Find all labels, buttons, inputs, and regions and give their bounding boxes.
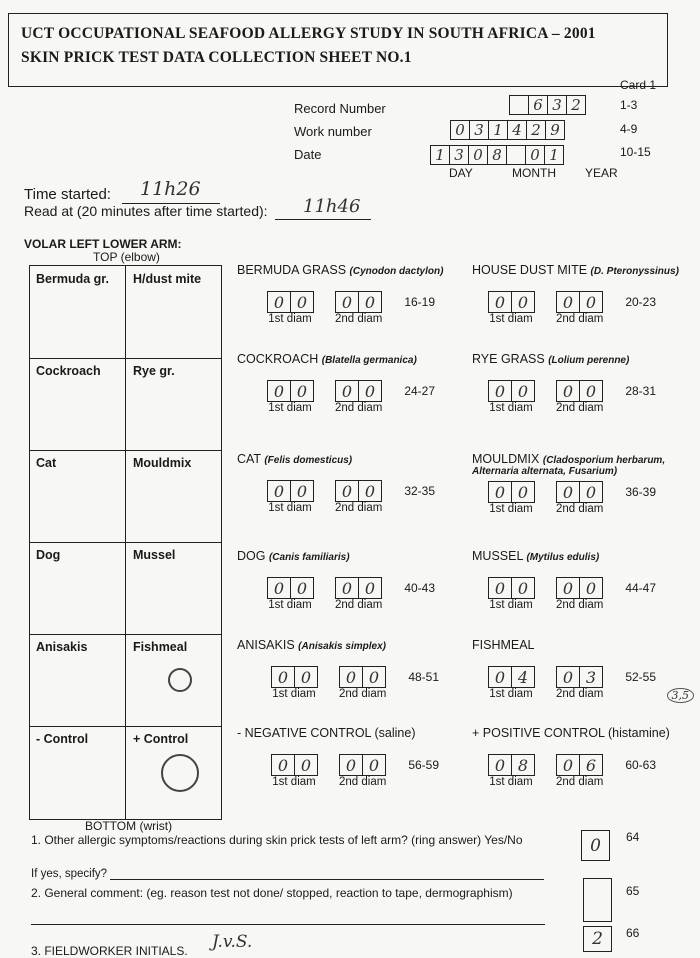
test-block (237, 638, 439, 700)
first-diameter-boxes[interactable] (267, 480, 313, 502)
digit-box[interactable]: 0 (556, 577, 580, 599)
test-latin-name: (Lolium perenne) (548, 355, 630, 366)
test-latin-name: (D. Pteronyssinus) (590, 266, 679, 277)
digit-box[interactable]: 6 (528, 95, 548, 115)
record-number-boxes[interactable] (509, 95, 585, 115)
column-range: 56-59 (408, 758, 440, 772)
digit-box[interactable]: 4 (507, 120, 527, 140)
test-name: CAT (237, 452, 261, 466)
column-range: 20-23 (625, 295, 657, 309)
diameter-label: 1st diam (489, 402, 533, 414)
diameter-label: 1st diam (268, 313, 312, 325)
digit-box[interactable]: 0 (290, 291, 314, 313)
date-range: 10-15 (620, 145, 651, 159)
q1-answer: 0 (590, 836, 601, 856)
arm-heading: VOLAR LEFT LOWER ARM: (24, 237, 182, 251)
digit-box[interactable]: 1 (544, 145, 564, 165)
diameter-label: 2nd diam (556, 402, 604, 414)
arm-grid (29, 265, 222, 820)
month-label: MONTH (512, 166, 556, 180)
diameter-label: 1st diam (489, 599, 533, 611)
arm-cell-label: H/dust mite (133, 272, 202, 286)
diameter-label: 2nd diam (556, 599, 604, 611)
test-block (472, 638, 690, 702)
second-diameter-boxes[interactable] (335, 577, 382, 599)
diameter-label: 1st diam (268, 502, 312, 514)
digit-box[interactable]: 0 (267, 480, 291, 502)
column-range: 36-39 (625, 485, 657, 499)
digit-box[interactable]: 0 (290, 380, 314, 402)
test-latin-name: (Cynodon dactylon) (349, 266, 444, 277)
column-range: 16-19 (404, 295, 436, 309)
diameter-label: 1st diam (489, 503, 533, 515)
digit-box[interactable]: 0 (335, 380, 359, 402)
form-subtitle: SKIN PRICK TEST DATA COLLECTION SHEET NO.1 (21, 49, 412, 66)
test-name: DOG (237, 549, 266, 563)
time-started-value[interactable]: 11h26 (140, 178, 201, 200)
test-block (472, 352, 656, 414)
first-diameter-boxes[interactable] (271, 754, 317, 776)
diameter-label: 1st diam (272, 688, 316, 700)
digit-box[interactable] (509, 95, 529, 115)
digit-box[interactable]: 0 (358, 291, 382, 313)
test-name: BERMUDA GRASS (237, 263, 347, 277)
first-diameter-boxes[interactable] (488, 666, 534, 688)
digit-box[interactable]: 0 (579, 481, 603, 503)
work-number-label: Work number (294, 124, 372, 139)
arm-cell-label: Cockroach (36, 364, 101, 378)
digit-box[interactable]: 0 (267, 380, 291, 402)
digit-box[interactable]: 0 (271, 754, 295, 776)
arm-cell-label: - Control (36, 732, 89, 746)
digit-box[interactable]: 0 (362, 754, 386, 776)
q3-answer-box[interactable] (583, 926, 612, 952)
digit-box[interactable]: 0 (488, 481, 512, 503)
first-diameter-boxes[interactable] (271, 666, 317, 688)
work-number-boxes[interactable] (450, 120, 564, 140)
fieldworker-initials[interactable]: J.v.S. (212, 932, 253, 952)
diameter-label: 2nd diam (335, 502, 383, 514)
digit-box[interactable]: 0 (556, 291, 580, 313)
day-label: DAY (449, 166, 473, 180)
arm-cell-label: Cat (36, 456, 57, 470)
digit-box[interactable]: 2 (526, 120, 546, 140)
digit-box[interactable]: 0 (362, 666, 386, 688)
digit-box[interactable]: 3 (547, 95, 567, 115)
digit-box[interactable]: 3 (449, 145, 469, 165)
digit-box[interactable]: 0 (556, 666, 580, 688)
if-yes-label: If yes, specify? (31, 868, 108, 880)
column-range: 52-55 (625, 670, 657, 684)
column-range: 40-43 (404, 581, 436, 595)
card-label: Card 1 (620, 78, 657, 92)
test-latin-name: (Blatella germanica) (321, 355, 417, 366)
digit-box[interactable]: 0 (294, 754, 318, 776)
digit-box[interactable]: 0 (335, 577, 359, 599)
q2-range: 65 (626, 884, 640, 898)
digit-box[interactable]: 0 (290, 577, 314, 599)
test-name: FISHMEAL (472, 638, 535, 652)
test-block (237, 452, 435, 514)
digit-box[interactable]: 0 (450, 120, 470, 140)
arm-cell-label: + Control (133, 732, 189, 746)
work-range: 4-9 (620, 122, 638, 136)
digit-box[interactable]: 0 (488, 291, 512, 313)
digit-box[interactable]: 0 (579, 291, 603, 313)
test-name: - NEGATIVE CONTROL (saline) (237, 726, 416, 740)
test-latin-name: (Cladosporium herbarum, (542, 455, 666, 466)
arm-cell-label: Mussel (133, 548, 176, 562)
diameter-label: 1st diam (489, 313, 533, 325)
q1-answer-box[interactable] (581, 830, 610, 861)
digit-box[interactable]: 8 (511, 754, 535, 776)
digit-box[interactable]: 0 (290, 480, 314, 502)
digit-box[interactable]: 0 (511, 577, 535, 599)
first-diameter-boxes[interactable] (488, 577, 534, 599)
digit-box[interactable]: 8 (487, 145, 507, 165)
read-at-value[interactable]: 11h46 (303, 196, 361, 217)
digit-box[interactable]: 0 (335, 480, 359, 502)
test-block (472, 263, 679, 325)
second-diameter-boxes[interactable] (556, 577, 603, 599)
column-range: 60-63 (625, 758, 657, 772)
handwritten-note: 3,5 (667, 688, 695, 703)
arm-cell-label: Rye gr. (133, 364, 175, 378)
diameter-label: 1st diam (272, 776, 316, 788)
read-at-label: Read at (20 minutes after time started): (24, 203, 268, 219)
diameter-label: 2nd diam (556, 503, 604, 515)
arm-top-label: TOP (elbow) (93, 250, 160, 264)
record-range: 1-3 (620, 98, 638, 112)
diameter-label: 2nd diam (339, 776, 387, 788)
digit-box[interactable]: 0 (339, 666, 363, 688)
test-name: MOULDMIX (472, 452, 540, 466)
question-3: 3. FIELDWORKER INITIALS. (31, 944, 188, 958)
test-block (237, 549, 435, 611)
digit-box[interactable]: 0 (335, 291, 359, 313)
arm-cell-label: Dog (36, 548, 61, 562)
digit-box[interactable]: 0 (468, 145, 488, 165)
digit-box[interactable]: 0 (358, 577, 382, 599)
digit-box[interactable]: 1 (430, 145, 450, 165)
test-latin-name: (Anisakis simplex) (298, 641, 386, 652)
diameter-label: 2nd diam (335, 313, 383, 325)
digit-box[interactable]: 0 (488, 577, 512, 599)
digit-box[interactable]: 0 (488, 754, 512, 776)
question-2: 2. General comment: (eg. reason test not done/ stopped, reaction to tape, dermographism) (31, 886, 513, 900)
first-diameter-boxes[interactable] (488, 754, 534, 776)
test-block (237, 726, 439, 788)
diameter-label: 2nd diam (556, 688, 604, 700)
arm-cell-label: Bermuda gr. (36, 272, 109, 286)
second-diameter-boxes[interactable] (339, 754, 386, 776)
arm-cell-label: Mouldmix (133, 456, 192, 470)
diameter-label: 2nd diam (339, 688, 387, 700)
second-diameter-boxes[interactable] (339, 666, 386, 688)
wheal-mark (161, 754, 199, 792)
wheal-mark (168, 668, 192, 692)
digit-box[interactable]: 3 (579, 666, 603, 688)
q2-answer-box[interactable] (583, 878, 612, 922)
column-range: 48-51 (408, 670, 440, 684)
diameter-label: 2nd diam (556, 313, 604, 325)
test-latin-name: (Canis familiaris) (268, 552, 350, 563)
arm-cell-label: Anisakis (36, 640, 88, 654)
digit-box[interactable]: 0 (525, 145, 545, 165)
digit-box[interactable]: 0 (511, 291, 535, 313)
test-name: ANISAKIS (237, 638, 295, 652)
test-block (472, 726, 670, 788)
digit-box[interactable]: 9 (545, 120, 565, 140)
first-diameter-boxes[interactable] (267, 380, 313, 402)
test-latin-name-2: Alternaria alternata, Fusarium) (472, 466, 618, 477)
digit-box[interactable]: 1 (488, 120, 508, 140)
column-range: 24-27 (404, 384, 436, 398)
year-label: YEAR (585, 166, 618, 180)
test-block (237, 263, 443, 325)
digit-box[interactable]: 0 (267, 577, 291, 599)
digit-box[interactable] (506, 145, 526, 165)
first-diameter-boxes[interactable] (488, 291, 534, 313)
digit-box[interactable]: 6 (579, 754, 603, 776)
q3-range: 66 (626, 926, 640, 940)
digit-box[interactable]: 4 (511, 666, 535, 688)
diameter-label: 1st diam (489, 688, 533, 700)
digit-box[interactable]: 0 (556, 380, 580, 402)
test-latin-name: (Felis domesticus) (264, 455, 353, 466)
digit-box[interactable]: 0 (271, 666, 295, 688)
digit-box[interactable]: 0 (294, 666, 318, 688)
test-name: RYE GRASS (472, 352, 545, 366)
second-diameter-boxes[interactable] (556, 291, 603, 313)
diameter-label: 1st diam (489, 776, 533, 788)
test-block (237, 352, 435, 414)
digit-box[interactable]: 0 (579, 577, 603, 599)
form-title-box (8, 13, 668, 87)
diameter-label: 2nd diam (556, 776, 604, 788)
column-range: 28-31 (625, 384, 657, 398)
date-boxes[interactable] (430, 145, 563, 165)
digit-box[interactable]: 0 (556, 481, 580, 503)
second-diameter-boxes[interactable] (556, 481, 603, 503)
test-name: MUSSEL (472, 549, 523, 563)
digit-box[interactable]: 2 (566, 95, 586, 115)
date-label: Date (294, 147, 322, 162)
digit-box[interactable]: 3 (469, 120, 489, 140)
diameter-label: 1st diam (268, 402, 312, 414)
digit-box[interactable]: 0 (511, 380, 535, 402)
column-range: 32-35 (404, 484, 436, 498)
digit-box[interactable]: 0 (339, 754, 363, 776)
digit-box[interactable]: 0 (358, 380, 382, 402)
digit-box[interactable]: 0 (267, 291, 291, 313)
second-diameter-boxes[interactable] (556, 380, 603, 402)
test-block (472, 452, 665, 515)
first-diameter-boxes[interactable] (267, 577, 313, 599)
digit-box[interactable]: 0 (579, 380, 603, 402)
form-title: UCT OCCUPATIONAL SEAFOOD ALLERGY STUDY IN SOUTH AFRICA – 2001 (21, 25, 596, 42)
arm-cell-label: Fishmeal (133, 640, 188, 654)
arm-bottom-label: BOTTOM (wrist) (85, 819, 173, 833)
record-number-label: Record Number (294, 101, 386, 116)
q3-answer: 2 (592, 929, 603, 949)
test-name: COCKROACH (237, 352, 319, 366)
test-block (472, 549, 656, 611)
test-name: HOUSE DUST MITE (472, 263, 588, 277)
diameter-label: 2nd diam (335, 599, 383, 611)
diameter-label: 2nd diam (335, 402, 383, 414)
first-diameter-boxes[interactable] (488, 380, 534, 402)
test-name: + POSITIVE CONTROL (histamine) (472, 726, 670, 740)
question-1: 1. Other allergic symptoms/reactions during skin prick tests of left arm? (ring answer) Yes/No (31, 833, 523, 847)
column-range: 44-47 (625, 581, 657, 595)
first-diameter-boxes[interactable] (267, 291, 313, 313)
digit-box[interactable]: 0 (488, 666, 512, 688)
digit-box[interactable]: 0 (556, 754, 580, 776)
second-diameter-boxes[interactable] (556, 754, 603, 776)
time-started-label: Time started: (24, 186, 111, 203)
digit-box[interactable]: 0 (511, 481, 535, 503)
test-latin-name: (Mytilus edulis) (526, 552, 600, 563)
second-diameter-boxes[interactable] (556, 666, 603, 688)
diameter-label: 1st diam (268, 599, 312, 611)
first-diameter-boxes[interactable] (488, 481, 534, 503)
digit-box[interactable]: 0 (358, 480, 382, 502)
second-diameter-boxes[interactable] (335, 480, 382, 502)
digit-box[interactable]: 0 (488, 380, 512, 402)
second-diameter-boxes[interactable] (335, 291, 382, 313)
second-diameter-boxes[interactable] (335, 380, 382, 402)
q1-range: 64 (626, 830, 640, 844)
